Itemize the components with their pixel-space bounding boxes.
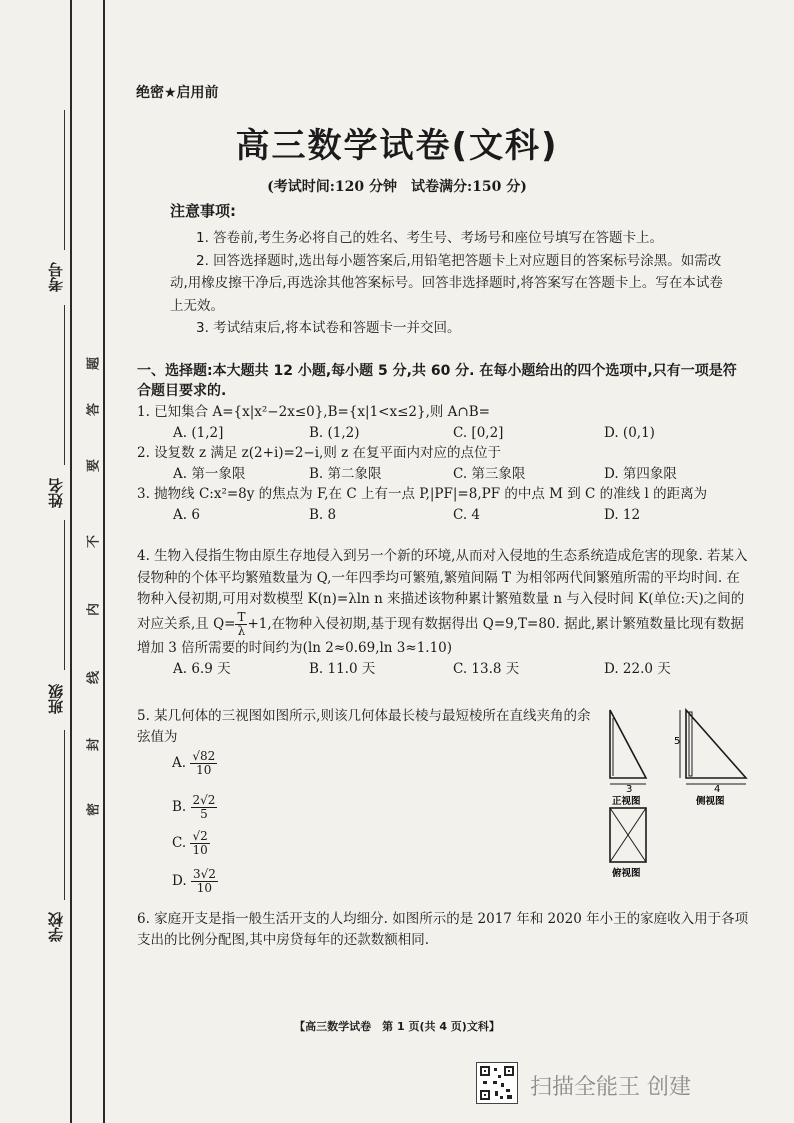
q2-option-d: D. 第四象限 (604, 465, 677, 482)
side-dim-width-label: 4 (714, 784, 721, 795)
question-3-options (137, 505, 757, 525)
question-5 (137, 706, 597, 747)
q5-c-den: 10 (192, 843, 208, 857)
side-dim-height-label: 5 (674, 736, 681, 747)
front-view-label: 正视图 (612, 796, 641, 807)
label-kaohao: 考号 (47, 262, 65, 292)
question-1-stem: 1. 已知集合 A={x|x²−2x≤0},B={x|1<x≤2},则 A∩B= (137, 404, 490, 420)
q5-option-a (172, 750, 217, 777)
q2-option-b: B. 第二象限 (309, 465, 382, 482)
front-dim-label: 3 (626, 784, 633, 795)
q4-fraction-num: T (237, 609, 246, 624)
label-xuexiao: 学校 (47, 912, 65, 942)
notice-item-3: 3. 考试结束后,将本试卷和答题卡一并交回。 (196, 320, 461, 336)
seal-char-8: 题 (86, 357, 102, 371)
qr-code-icon (476, 1062, 518, 1104)
q4-fraction-den: λ (237, 623, 246, 638)
q5-option-d-letter: D. (172, 873, 187, 889)
q1-option-c: C. [0,2] (453, 424, 504, 441)
question-2-options (137, 464, 757, 484)
notice-item-1: 1. 答卷前,考生务必将自己的姓名、考生号、考场号和座位号填写在答题卡上。 (196, 230, 663, 246)
q4-fraction (235, 611, 247, 638)
q3-option-b: B. 8 (309, 506, 337, 523)
q3-option-c: C. 4 (453, 506, 481, 523)
question-2-stem: 2. 设复数 z 满足 z(2+i)=2−i,则 z 在复平面内对应的点位于 (137, 445, 502, 461)
q5-option-c (172, 830, 210, 857)
q4-option-d: D. 22.0 天 (604, 661, 671, 677)
q5-option-b (172, 794, 217, 821)
seal-char-5: 不 (86, 535, 102, 549)
q5-option-a-letter: A. (172, 755, 187, 771)
seal-char-4: 内 (86, 603, 102, 617)
front-view-shape (610, 710, 646, 778)
seal-char-2: 封 (86, 738, 102, 752)
side-view-shape (686, 710, 746, 778)
q5-option-d-frac (191, 868, 218, 895)
page-footer: 【高三数学试卷 第 1 页(共 4 页)文科】 (294, 1020, 500, 1033)
q5-option-c-frac (190, 830, 209, 857)
q4-option-a: A. 6.9 天 (173, 661, 231, 677)
notice-item-2: 2. 回答选择题时,选出每小题答案后,用铅笔把答题卡上对应题目的答案标号涂黑。如需改动,用橡皮擦干净后,再选涂其他答案标号。回答非选择题时,将答案写在答题卡上。写在本试卷上无效。 (170, 252, 723, 314)
notice-heading: 注意事项: (170, 202, 236, 220)
seal-char-7: 答 (86, 403, 102, 417)
q5-d-den: 10 (196, 881, 213, 895)
q4-option-c: C. 13.8 天 (453, 661, 520, 677)
q5-c-num: √2 (192, 829, 208, 843)
q5-option-a-frac (190, 750, 217, 777)
side-view-border (689, 712, 692, 776)
q2-option-a: A. 第一象限 (173, 465, 246, 482)
seal-char-6: 要 (86, 459, 102, 473)
top-view-label: 俯视图 (612, 868, 641, 879)
q5-option-c-letter: C. (172, 835, 187, 851)
q1-option-a: A. (1,2] (173, 424, 224, 441)
question-3-stem: 3. 抛物线 C:x²=8y 的焦点为 F,在 C 上有一点 P,|PF|=8,PF 的中点 M 到 C 的准线 l 的距离为 (137, 486, 708, 502)
xingming-underline (64, 305, 65, 465)
section-heading: 一、选择题:本大题共 12 小题,每小题 5 分,共 60 分. 在每小题给出的四个选项中,只有一项是符合题目要求的. (137, 363, 737, 399)
binding-line-outer (70, 0, 72, 1123)
question-4-options (137, 659, 757, 679)
exam-info: (考试时间:120 分钟 试卷满分:150 分) (267, 179, 527, 195)
label-xingming: 姓名 (47, 478, 65, 508)
notice-list (170, 227, 730, 340)
question-6 (137, 909, 749, 950)
q5-option-b-frac (191, 794, 218, 821)
question-1-options (137, 423, 757, 443)
page-title: 高三数学试卷(文科) (235, 126, 559, 166)
question-4 (137, 546, 749, 677)
seal-char-1: 密 (86, 803, 102, 817)
label-banji: 班级 (47, 684, 65, 714)
q1-option-b: B. (1,2) (309, 424, 360, 441)
question-4-stem-part-a: 4. 生物入侵指生物由原生存地侵入到另一个新的环境,从而对入侵地的生态系统造成危害的现象. 若某入侵物种的个体平均繁殖数量为 Q,一年四季均可繁殖,繁殖间隔 T 为相邻两代间繁殖所需的平均时间. 在物种入侵初期,可用对数模型 K(n)=λln n 来描述该物种累计繁殖数量 n 与入侵时间 K(单位:天)之间的对应关系,且 Q= (137, 548, 748, 632)
q5-b-num: 2√2 (192, 793, 216, 807)
scanner-watermark: 扫描全能王 创建 (530, 1075, 691, 1100)
question-5-stem: 5. 某几何体的三视图如图所示,则该几何体最长棱与最短棱所在直线夹角的余弦值为 (137, 708, 591, 745)
q5-option-d (172, 868, 218, 895)
xuexiao-underline (64, 730, 65, 900)
three-view-figure (600, 700, 760, 880)
q5-b-den: 5 (200, 807, 208, 821)
q5-option-b-letter: B. (172, 799, 187, 815)
q2-option-c: C. 第三象限 (453, 465, 526, 482)
q5-d-num: 3√2 (192, 867, 216, 881)
seal-char-3: 线 (86, 671, 102, 685)
question-4-stem (137, 546, 749, 659)
q4-option-b: B. 11.0 天 (309, 661, 376, 677)
q5-a-den: 10 (196, 763, 212, 777)
q5-a-num: √82 (192, 749, 216, 763)
question-3 (137, 484, 749, 523)
q3-option-a: A. 6 (173, 506, 200, 523)
question-6-stem: 6. 家庭开支是指一般生活开支的人均细分. 如图所示的是 2017 年和 2020 年小王的家庭收入用于各项支出的比例分配图,其中房贷每年的还款数额相同. (137, 911, 749, 948)
question-4-stem-part-b: +1,在物种入侵初期,基于现有数据得出 Q=9,T=80. 据此,累计繁殖数量比现有数据增加 3 倍所需要的时间约为(ln 2≈0.69,ln 3≈1.10) (137, 615, 744, 656)
q1-option-d: D. (0,1) (604, 424, 655, 441)
qr-pattern (477, 1063, 517, 1103)
question-1 (137, 402, 749, 441)
question-2 (137, 443, 749, 482)
banji-underline (64, 520, 65, 670)
side-view-label: 侧视图 (696, 796, 725, 807)
q3-option-d: D. 12 (604, 506, 641, 523)
secret-label: 绝密★启用前 (136, 85, 219, 101)
binding-line-inner (103, 0, 105, 1123)
